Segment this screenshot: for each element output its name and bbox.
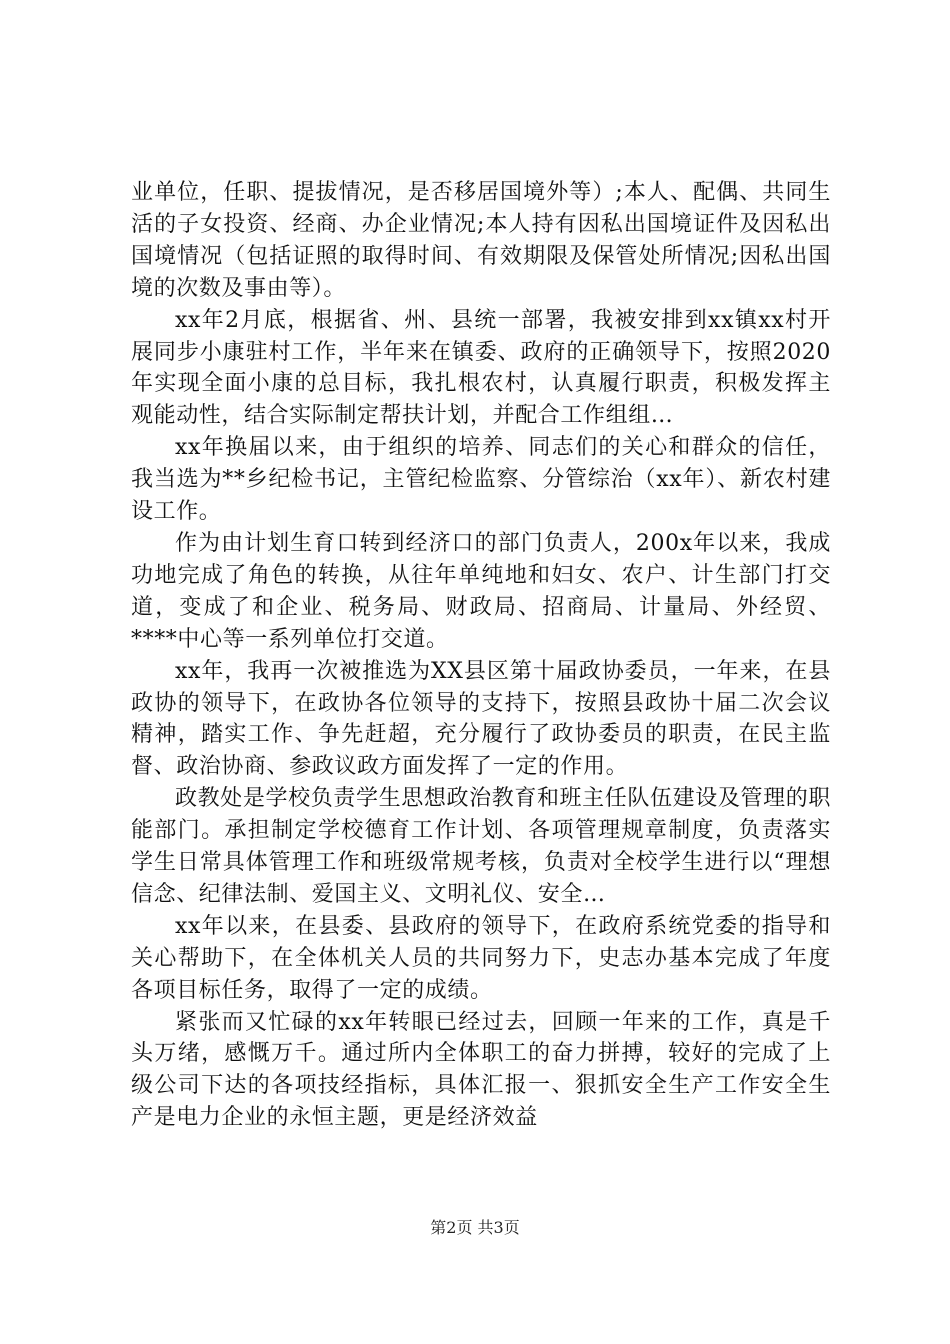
page-footer — [0, 1218, 950, 1238]
page-number-label: 第2页 共3页 — [430, 1218, 520, 1237]
paragraph-3: xx年换届以来，由于组织的培养、同志们的关心和群众的信任，我当选为**乡纪检书记，主管纪检监察、分管综治（xx年）、新农村建设工作。 — [131, 435, 831, 525]
paragraph-7: xx年以来，在县委、县政府的领导下，在政府系统党委的指导和关心帮助下，在全体机关人员的共同努力下，史志办基本完成了年度各项目标任务，取得了一定的成绩。 — [131, 913, 831, 1003]
paragraph-6: 政教处是学校负责学生思想政治教育和班主任队伍建设及管理的职能部门。承担制定学校德育工作计划、各项管理规章制度，负责落实学生日常具体管理工作和班级常规考核，负责对全校学生进行以“理想信念、纪律法制、爱国主义、文明礼仪、安全… — [131, 786, 831, 907]
paragraph-2: xx年2月底，根据省、州、县统一部署，我被安排到xx镇xx村开展同步小康驻村工作，半年来在镇委、政府的正确领导下，按照2020年实现全面小康的总目标，我扎根农村，认真履行职责，积极发挥主观能动性，结合实际制定帮扶计划，并配合工作组组… — [131, 307, 831, 429]
paragraph-5: xx年，我再一次被推选为XX县区第十届政协委员，一年来，在县政协的领导下，在政协各位领导的支持下，按照县政协十届二次会议精神，踏实工作、争先赶超，充分履行了政协委员的职责，在民主监督、政治协商、参政议政方面发挥了一定的作用。 — [131, 658, 831, 780]
document-body — [131, 177, 831, 1134]
paragraph-8: 紧张而又忙碌的xx年转眼已经过去，回顾一年来的工作，真是千头万绪，感慨万千。通过所内全体职工的奋力拼搏，较好的完成了上级公司下达的各项技经指标，具体汇报一、狠抓安全生产工作安全生产是电力企业的永恒主题，更是经济效益 — [131, 1009, 831, 1131]
paragraph-4: 作为由计划生育口转到经济口的部门负责人，200x年以来，我成功地完成了角色的转换，从往年单纯地和妇女、农户、计生部门打交道，变成了和企业、税务局、财政局、招商局、计量局、外经贸、****中心等一系列单位打交道。 — [131, 530, 831, 652]
paragraph-1: 业单位，任职、提拔情况，是否移居国境外等）;本人、配偶、共同生活的子女投资、经商、办企业情况;本人持有因私出国境证件及因私出国境情况（包括证照的取得时间、有效期限及保管处所情况;因私出国境的次数及事由等）。 — [131, 180, 831, 301]
